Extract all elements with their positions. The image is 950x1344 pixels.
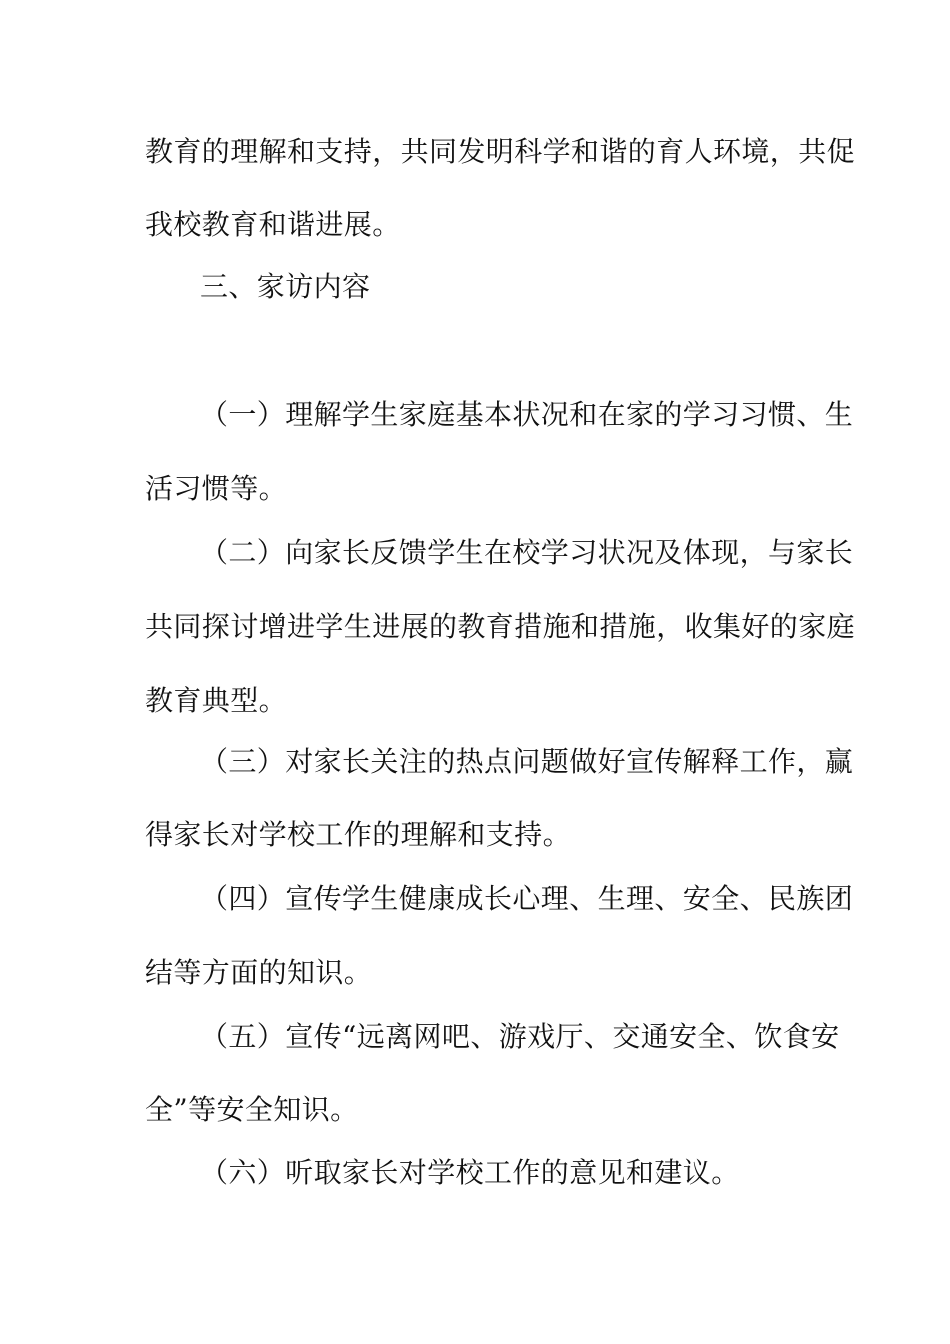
section-heading: 三、家访内容 (200, 270, 371, 303)
list-item-2-line: 教育典型。 (145, 684, 288, 717)
list-item-6-line: （六）听取家长对学校工作的意见和建议。 (200, 1156, 740, 1189)
list-item-1-line: （一）理解学生家庭基本状况和在家的学习习惯、生 (200, 398, 854, 431)
paragraph-line: 我校教育和谐进展。 (145, 208, 401, 241)
list-item-4-line: （四）宣传学生健康成长心理、生理、安全、民族团 (200, 882, 854, 915)
paragraph-line: 教育的理解和支持，共同发明科学和谐的育人环境，共促 (145, 135, 856, 168)
list-item-3-line: 得家长对学校工作的理解和支持。 (145, 818, 572, 851)
list-item-1-line: 活习惯等。 (145, 472, 288, 505)
list-item-4-line: 结等方面的知识。 (145, 956, 373, 989)
list-item-5-line: （五）宣传“远离网吧、游戏厅、交通安全、饮食安 (200, 1020, 840, 1053)
list-item-3-line: （三）对家长关注的热点问题做好宣传解释工作，赢 (200, 745, 854, 778)
list-item-5-line: 全”等安全知识。 (145, 1093, 359, 1126)
list-item-2-line: 共同探讨增进学生进展的教育措施和措施，收集好的家庭 (145, 610, 856, 643)
list-item-2-line: （二）向家长反馈学生在校学习状况及体现，与家长 (200, 536, 854, 569)
